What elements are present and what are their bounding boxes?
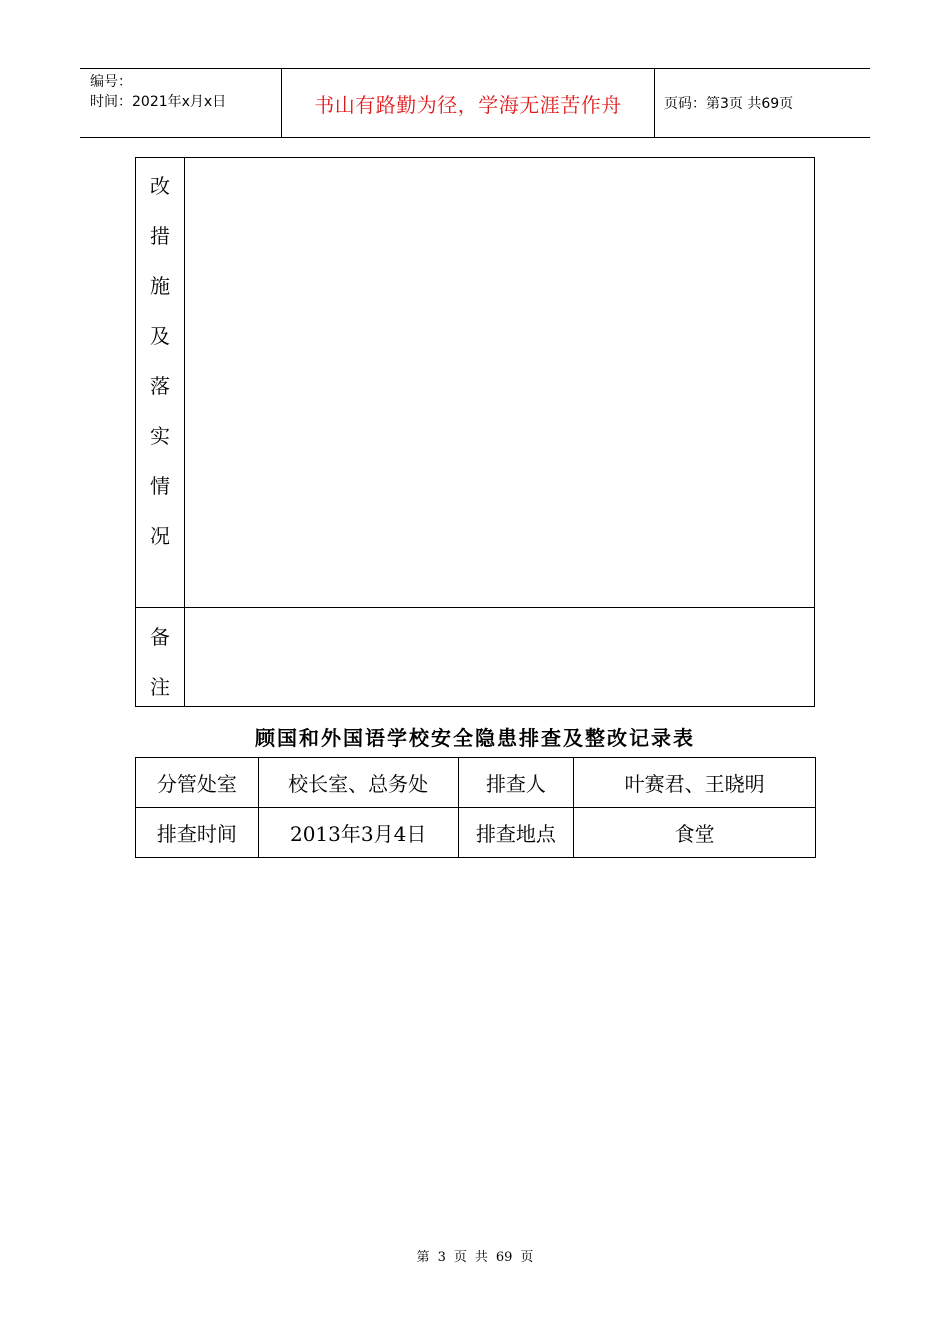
measures-label-char: 实 [150, 424, 170, 448]
inspection-location-value: 食堂 [574, 808, 816, 858]
remarks-label-char: 注 [150, 675, 170, 699]
footer-part: 共 [474, 1250, 488, 1265]
form-title: 顾国和外国语学校安全隐患排查及整改记录表 [255, 726, 695, 750]
measures-label-char: 情 [150, 474, 170, 498]
inspector-value: 叶赛君、王晓明 [574, 758, 816, 808]
footer-part: 第 [416, 1250, 430, 1265]
header-meta [80, 69, 282, 137]
measures-label-char: 落 [150, 374, 170, 398]
rectification-record-table [135, 157, 815, 707]
page-header [80, 68, 870, 138]
table-row [136, 758, 816, 808]
header-page-info: 页码：第3页 共69页 [664, 96, 794, 112]
measures-label-char: 改 [150, 174, 170, 198]
footer-current-page: 3 [437, 1250, 446, 1265]
inspection-time-label: 排查时间 [136, 808, 259, 858]
table-row [136, 808, 816, 858]
remarks-label-char: 备 [150, 625, 170, 649]
measures-label [136, 158, 184, 558]
inspection-location-label: 排查地点 [458, 808, 574, 858]
footer-part: 页 [520, 1250, 534, 1265]
footer-part: 页 [453, 1250, 467, 1265]
row-divider [136, 607, 814, 608]
header-motto: 书山有路勤为径，学海无涯苦作舟 [314, 92, 622, 117]
date-label: 时间：2021年x月x日 [90, 94, 227, 110]
department-label: 分管处室 [136, 758, 259, 808]
department-value: 校长室、总务处 [258, 758, 458, 808]
column-divider [184, 158, 185, 706]
inspector-label: 排查人 [458, 758, 574, 808]
footer-total-pages: 69 [495, 1250, 513, 1265]
remarks-label [136, 609, 184, 709]
inspection-info-table [135, 757, 816, 858]
measures-label-char: 措 [150, 224, 170, 248]
inspection-time-value: 2013年3月4日 [258, 808, 458, 858]
measures-label-char: 况 [150, 524, 170, 548]
header-motto-cell [282, 69, 655, 137]
measures-label-char: 及 [150, 324, 170, 348]
number-label: 编号： [90, 74, 132, 90]
measures-label-char: 施 [150, 274, 170, 298]
page-footer [0, 1246, 950, 1265]
